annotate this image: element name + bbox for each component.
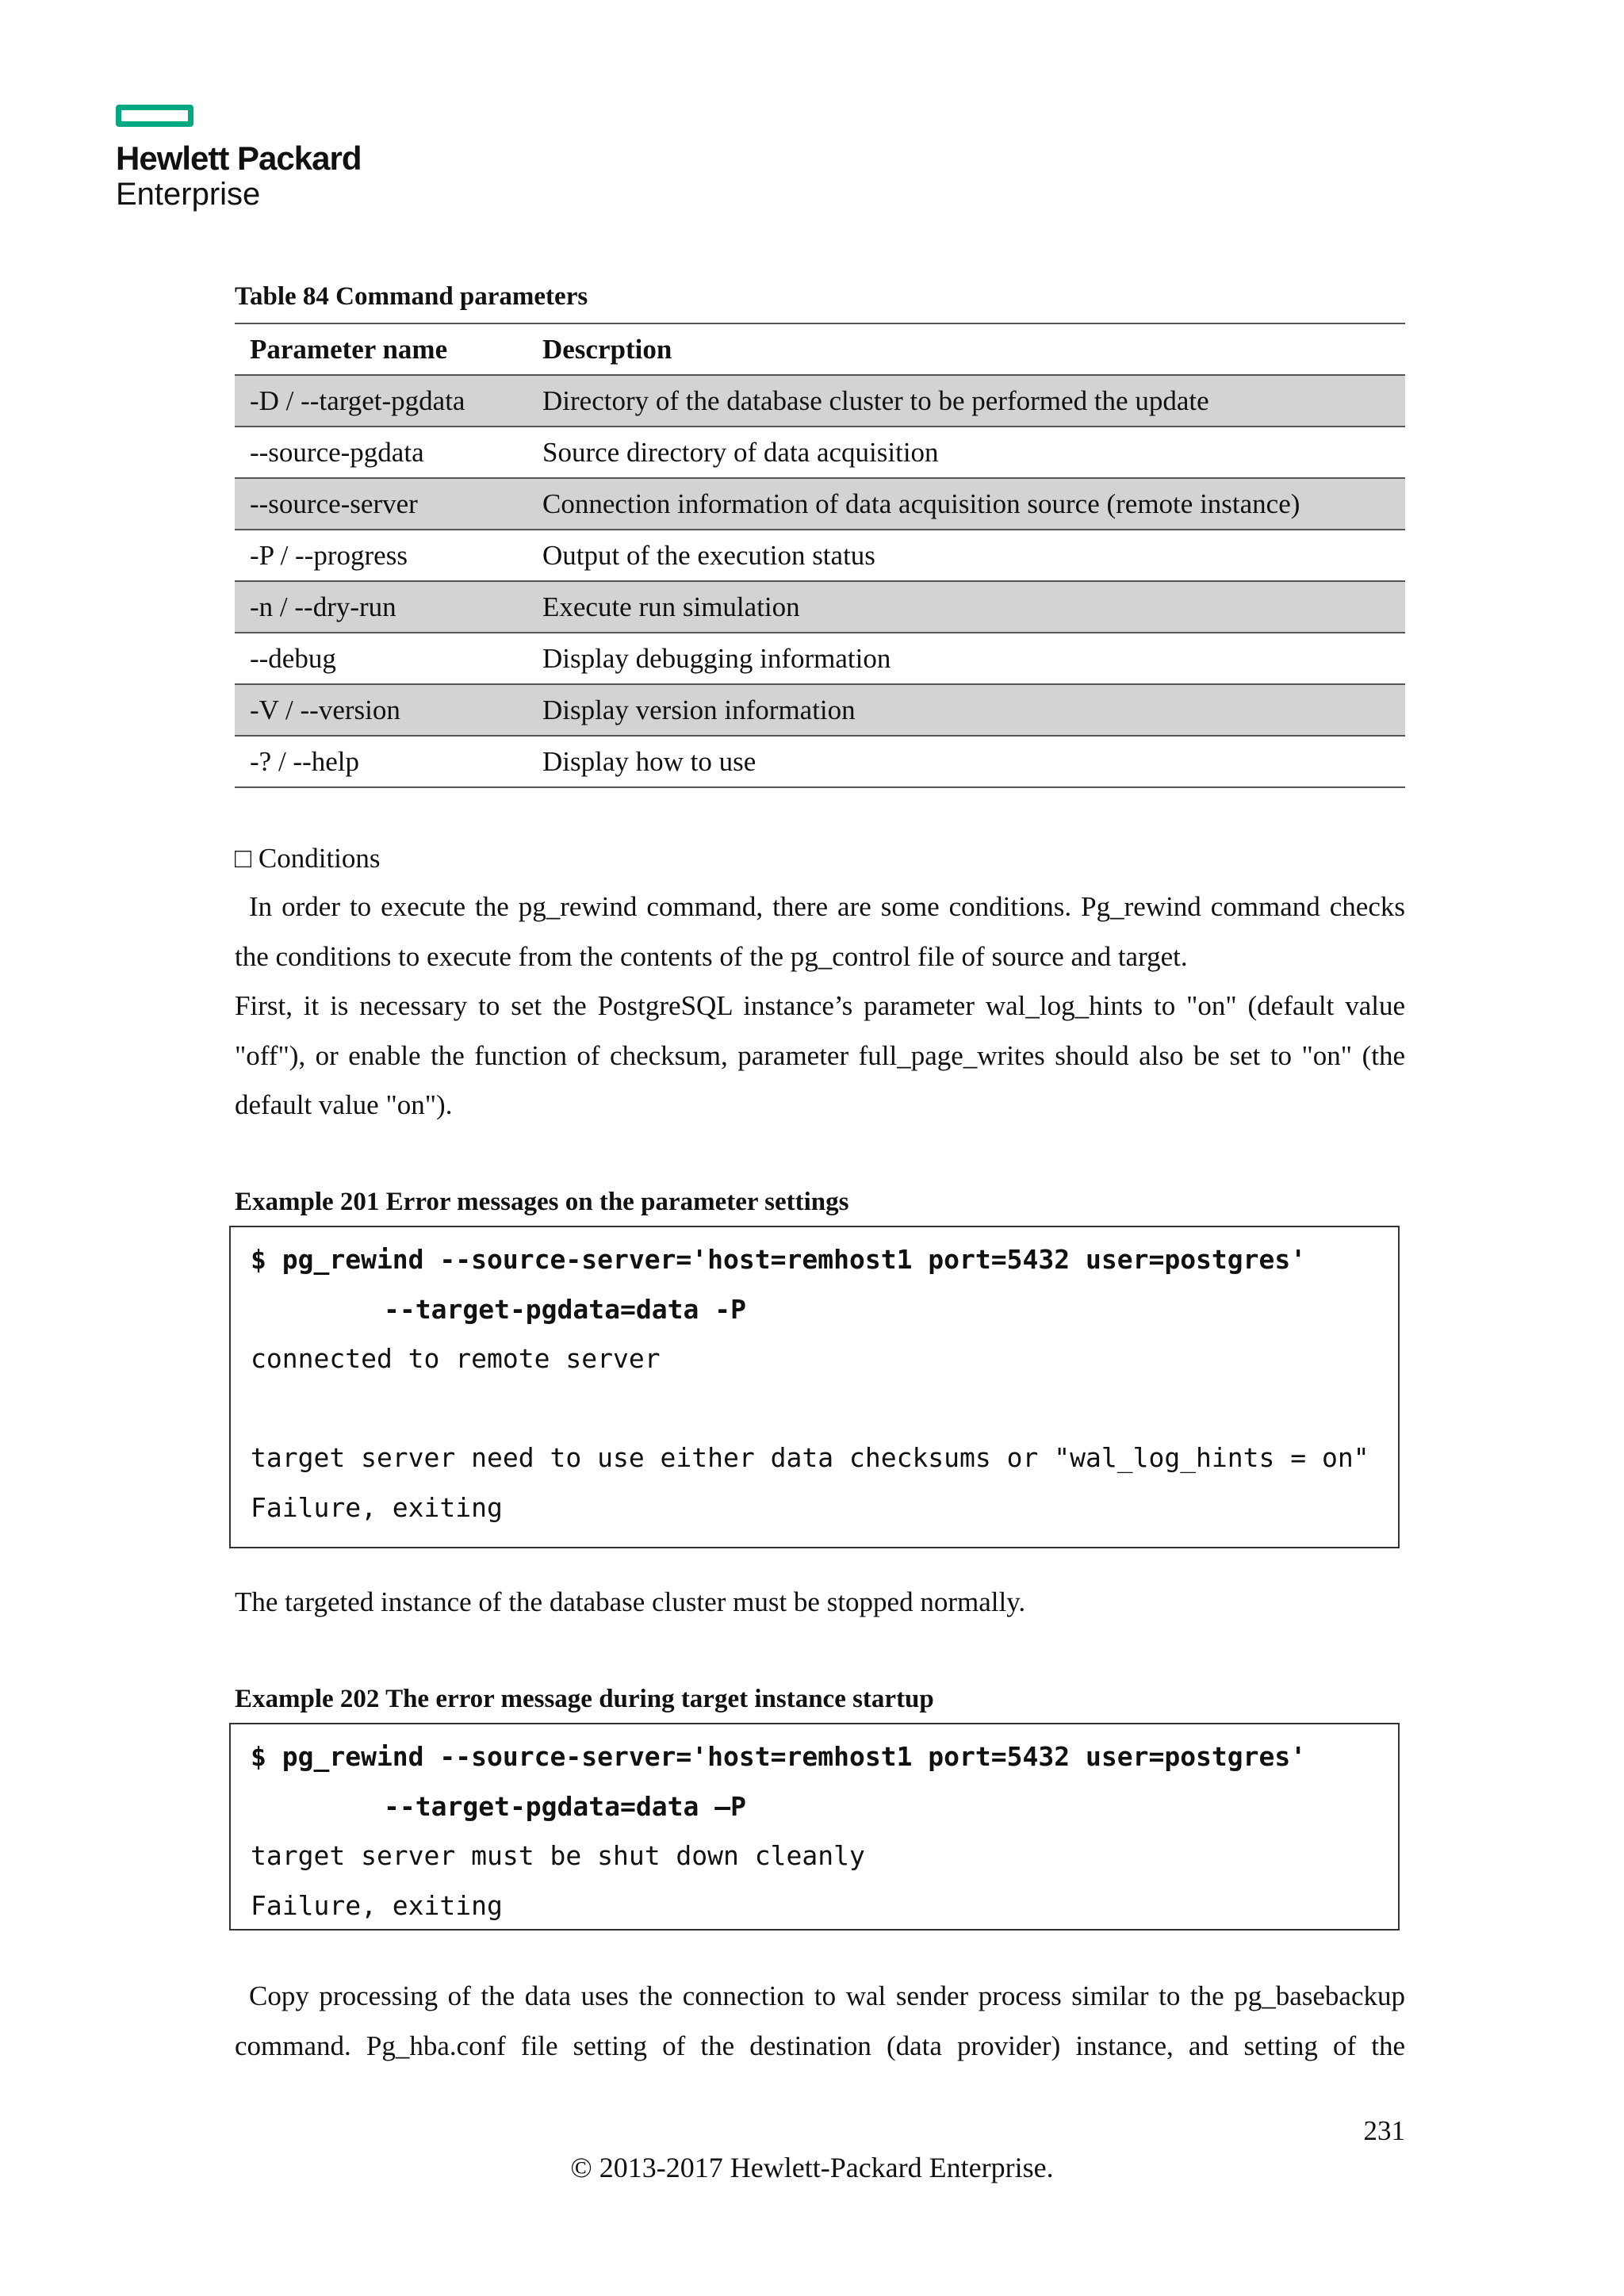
copy-processing-paragraph: Copy processing of the data uses the connection to wal sender process similar to the pg_basebackup command. Pg_hba.conf file setting of the destination (data provider) instance, and setting of the <box>235 1980 1405 2061</box>
param-cell: -n / --dry-run <box>235 581 527 633</box>
code-line: $ pg_rewind --source-server='host=remhost1 port=5432 user=postgres' <box>251 1244 1307 1275</box>
conditions-paragraph-2: First, it is necessary to set the PostgreSQL instance’s parameter wal_log_hints to "on" (default value "off"), or enable the function of checksum, parameter full_page_writes should also be set to "on" (the default value "on"). <box>235 990 1405 1120</box>
code-line: --target-pgdata=data –P <box>384 1790 746 1822</box>
table-row <box>235 427 1405 478</box>
code-line: $ pg_rewind --source-server='host=remhost1 port=5432 user=postgres' <box>251 1741 1307 1772</box>
table-caption: Table 84 Command parameters <box>235 282 588 311</box>
code-line: Failure, exiting <box>251 1491 503 1523</box>
param-cell: -D / --target-pgdata <box>235 375 527 427</box>
conditions-paragraph-1: In order to execute the pg_rewind command, there are some conditions. Pg_rewind command checks the conditions to execute from the contents of the pg_control file of source and target. <box>235 891 1405 972</box>
param-cell: -? / --help <box>235 736 527 787</box>
example-202-code-block <box>229 1723 1400 1931</box>
example-201-caption: Example 201 Error messages on the parameter settings <box>235 1188 849 1216</box>
copyright-footer: © 2013-2017 Hewlett-Packard Enterprise. <box>570 2152 1054 2183</box>
param-cell: -V / --version <box>235 684 527 736</box>
param-cell: --source-pgdata <box>235 427 527 478</box>
page-number: 231 <box>1363 2115 1405 2146</box>
table-row <box>235 530 1405 581</box>
description-cell: Display debugging information <box>527 633 1405 684</box>
targeted-instance-text: The targeted instance of the database cluster must be stopped normally. <box>235 1586 1026 1617</box>
table-row <box>235 375 1405 427</box>
table-header-row <box>235 323 1405 375</box>
param-cell: --source-server <box>235 478 527 530</box>
description-cell: Execute run simulation <box>527 581 1405 633</box>
code-line: --target-pgdata=data -P <box>384 1293 746 1325</box>
description-cell: Directory of the database cluster to be performed the update <box>527 375 1405 427</box>
description-cell: Output of the execution status <box>527 530 1405 581</box>
description-cell: Source directory of data acquisition <box>527 427 1405 478</box>
hpe-logo-bar-icon <box>116 105 193 127</box>
logo-text-line2: Enterprise <box>116 177 261 212</box>
code-line: target server must be shut down cleanly <box>251 1840 865 1871</box>
param-cell: --debug <box>235 633 527 684</box>
hpe-logo <box>116 105 361 212</box>
table-row <box>235 736 1405 787</box>
description-cell: Display version information <box>527 684 1405 736</box>
table-row <box>235 684 1405 736</box>
command-parameters-table <box>235 323 1405 788</box>
description-cell: Display how to use <box>527 736 1405 787</box>
description-cell: Connection information of data acquisition source (remote instance) <box>527 478 1405 530</box>
param-cell: -P / --progress <box>235 530 527 581</box>
header-description: Descrption <box>527 323 1405 375</box>
header-parameter-name: Parameter name <box>235 323 527 375</box>
example-202-caption: Example 202 The error message during target instance startup <box>235 1685 934 1713</box>
table-row <box>235 581 1405 633</box>
table-row <box>235 478 1405 530</box>
code-line: connected to remote server <box>251 1343 661 1374</box>
conditions-heading: □ Conditions <box>235 843 381 874</box>
logo-text-line1: Hewlett Packard <box>116 140 362 177</box>
code-line: Failure, exiting <box>251 1889 503 1921</box>
example-201-code-block <box>229 1226 1400 1548</box>
code-line <box>251 1384 1398 1434</box>
code-line: target server need to use either data checksums or "wal_log_hints = on" <box>251 1442 1369 1473</box>
table-row <box>235 633 1405 684</box>
